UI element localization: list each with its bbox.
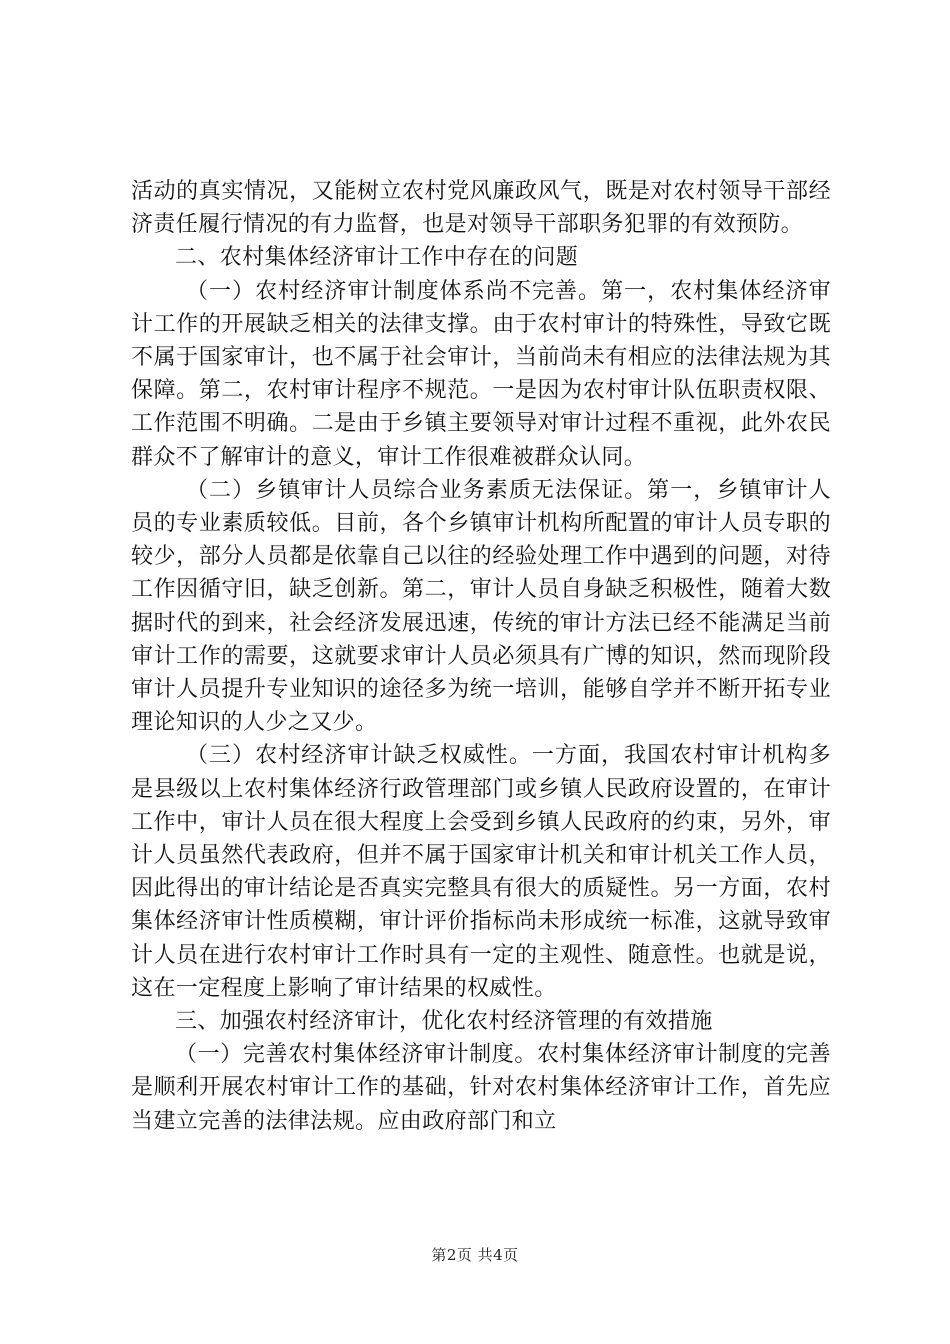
paragraph-continuation: 活动的真实情况，又能树立农村党风廉政风气，既是对农村领导干部经济责任履行情况的有力监督，也是对领导干部职务犯罪的有效预防。 bbox=[131, 179, 831, 238]
page-footer: 第2页 共4页 bbox=[431, 1246, 519, 1264]
section-heading-problems: 二、农村集体经济审计工作中存在的问题 bbox=[175, 245, 579, 271]
paragraph-problem-3: （三）农村经济审计缺乏权威性。一方面，我国农村审计机构多是县级以上农村集体经济行政管理部门或乡镇人民政府设置的，在审计工作中，审计人员在很大程度上会受到乡镇人民政府的约束，另外，审计人员虽然代表政府，但并不属于国家审计机关和审计机关工作人员，因此得出的审计结论是否真实完整具有很大的质疑性。另一方面，农村集体经济审计性质模糊，审计评价指标尚未形成统一标准，这就导致审计人员在进行农村审计工作时具有一定的主观性、随意性。也就是说，这在一定程度上影响了审计结果的权威性。 bbox=[131, 743, 831, 1001]
section-heading-measures: 三、加强农村经济审计，优化农村经济管理的有效措施 bbox=[175, 1009, 713, 1035]
document-body bbox=[131, 175, 831, 1138]
paragraph-problem-1: （一）农村经济审计制度体系尚不完善。第一，农村集体经济审计工作的开展缺乏相关的法律支撑。由于农村审计的特殊性，导致它既不属于国家审计，也不属于社会审计，当前尚未有相应的法律法规为其保障。第二，农村审计程序不规范。一是因为农村审计队伍职责权限、工作范围不明确。二是由于乡镇主要领导对审计过程不重视，此外农民群众不了解审计的意义，审计工作很难被群众认同。 bbox=[131, 278, 831, 470]
paragraph-measure-1: （一）完善农村集体经济审计制度。农村集体经济审计制度的完善是顺利开展农村审计工作的基础，针对农村集体经济审计工作，首先应当建立完善的法律法规。应由政府部门和立 bbox=[131, 1042, 831, 1134]
paragraph-problem-2: （二）乡镇审计人员综合业务素质无法保证。第一，乡镇审计人员的专业素质较低。目前，各个乡镇审计机构所配置的审计人员专职的较少，部分人员都是依靠自己以往的经验处理工作中遇到的问题，对待工作因循守旧，缺乏创新。第二，审计人员自身缺乏积极性，随着大数据时代的到来，社会经济发展迅速，传统的审计方法已经不能满足当前审计工作的需要，这就要求审计人员必须具有广博的知识，然而现阶段审计人员提升专业知识的途径多为统一培训，能够自学并不断开拓专业理论知识的人少之又少。 bbox=[131, 477, 831, 736]
